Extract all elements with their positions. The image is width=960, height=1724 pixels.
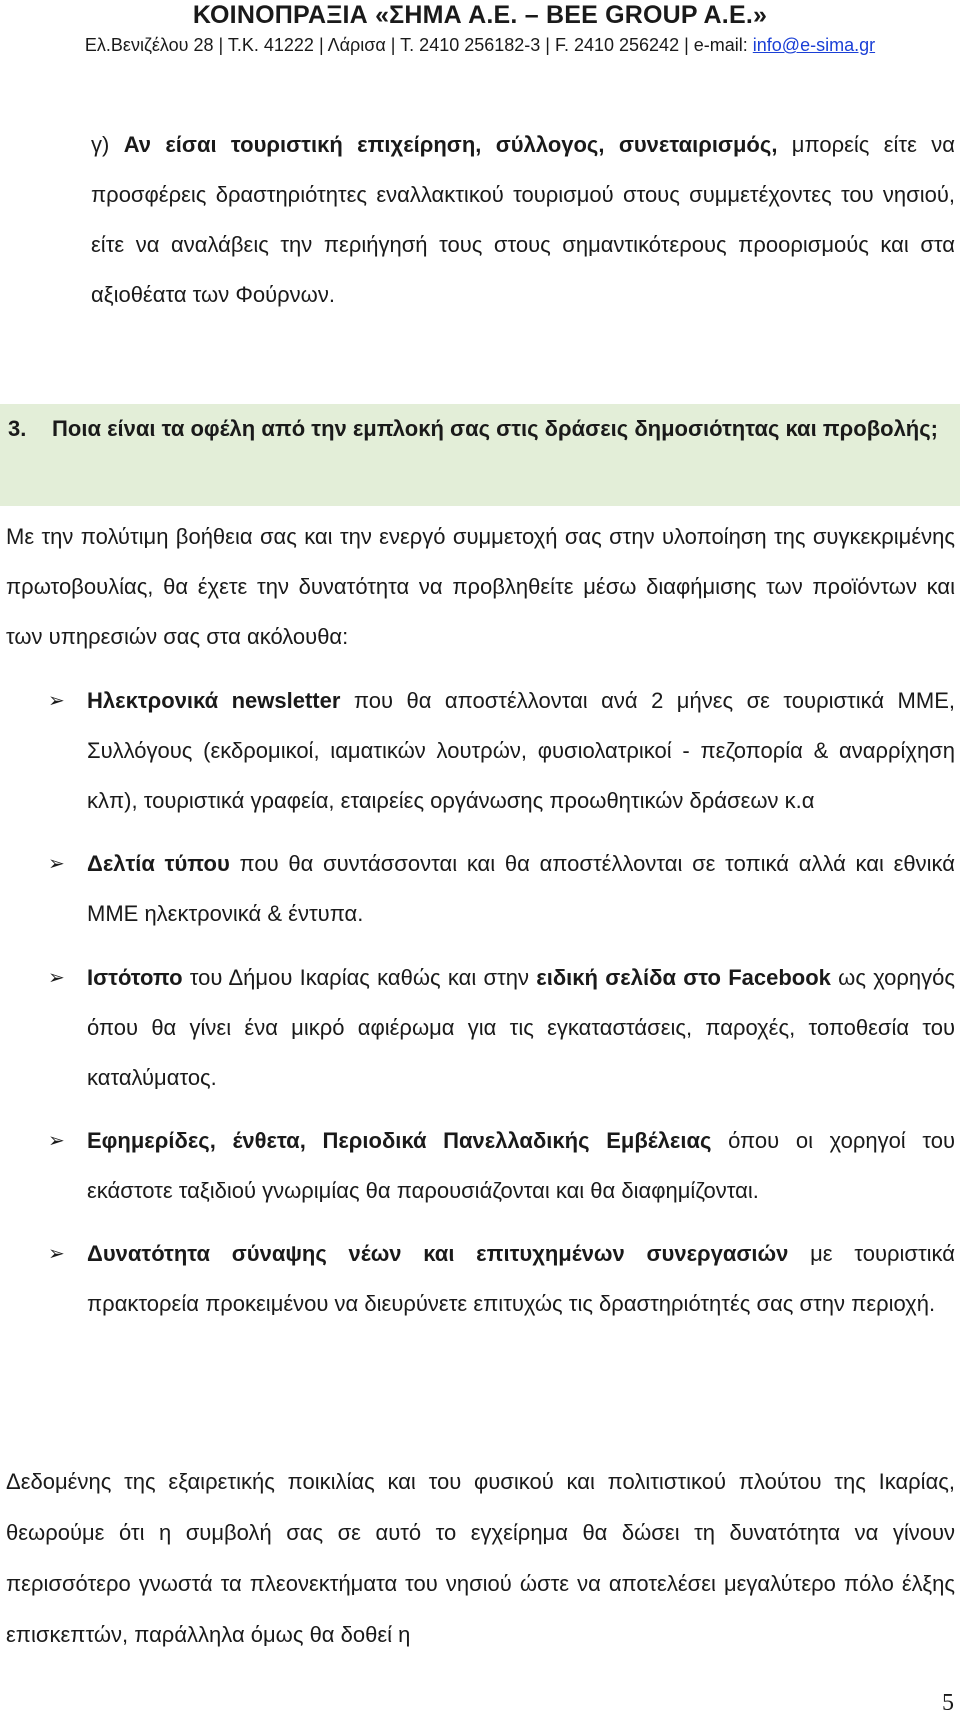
list-item-bold-2: ειδική σελίδα στο Facebook bbox=[536, 965, 831, 990]
list-item-bold: Εφημερίδες, ένθετα, Περιοδικά Πανελλαδικής Εμβέλειας bbox=[87, 1128, 712, 1153]
list-item bbox=[0, 839, 960, 939]
list-item-rest: με τουριστικά πρακτορεία προκειμένου να διευρύνετε επιτυχώς τις δραστηριότητές σας στην περιοχή. bbox=[87, 1241, 955, 1316]
company-name: ΚΟΙΝΟΠΡΑΞΙΑ «ΣΗΜΑ Α.Ε. – ΒΕΕ GROUP A.E.» bbox=[192, 1, 768, 29]
intro-paragraph: Με την πολύτιμη βοήθεια σας και την ενεργό συμμετοχή σας στην υλοποίηση της συγκεκριμένης πρωτοβουλίας, θα έχετε την δυνατότητα να προβληθείτε μέσω διαφήμισης των προϊόντων και των υπηρεσιών σας στα ακόλουθα: bbox=[6, 524, 955, 649]
paragraph-g-bold: Αν είσαι τουριστική επιχείρηση, σύλλογος, συνεταιρισμός, bbox=[123, 132, 778, 157]
arrow-bullet-icon: ➢ bbox=[48, 853, 65, 875]
list-item-bold: Δυνατότητα σύναψης νέων και επιτυχημένων συνεργασιών bbox=[87, 1241, 789, 1266]
benefits-list bbox=[0, 676, 960, 1329]
letterhead bbox=[0, 0, 960, 58]
list-item-bold: Δελτία τύπου bbox=[87, 851, 230, 876]
arrow-bullet-icon: ➢ bbox=[48, 967, 65, 989]
list-item-text bbox=[87, 1116, 955, 1216]
list-item bbox=[0, 1229, 960, 1329]
paragraph-g bbox=[91, 120, 955, 320]
arrow-bullet-icon: ➢ bbox=[48, 1130, 65, 1152]
list-item bbox=[0, 953, 960, 1103]
list-item-text bbox=[87, 1229, 955, 1329]
list-item-rest: ως χορηγός όπου θα γίνει ένα μικρό αφιέρωμα για τις εγκαταστάσεις, παροχές, τοποθεσία του καταλύματος. bbox=[87, 965, 955, 1090]
list-item-text bbox=[87, 839, 955, 939]
list-item-bold: Ιστότοπο bbox=[87, 965, 183, 990]
list-item-rest: που θα συντάσσονται και θα αποστέλλονται σε τοπικά αλλά και εθνικά ΜΜΕ ηλεκτρονικά & έντυπα. bbox=[87, 851, 955, 926]
list-item-mid: του Δήμου Ικαρίας καθώς και στην bbox=[182, 965, 537, 990]
section-number: 3. bbox=[8, 416, 27, 441]
list-item-bold: Ηλεκτρονικά newsletter bbox=[87, 688, 341, 713]
list-item-text bbox=[87, 953, 955, 1103]
list-item-text bbox=[87, 676, 955, 826]
list-item-rest: όπου οι χορηγοί του εκάστοτε ταξιδιού γνωριμίας θα παρουσιάζονται και θα διαφημίζονται. bbox=[87, 1128, 956, 1203]
list-item-rest: που θα αποστέλλονται ανά 2 μήνες σε τουριστικά ΜΜΕ, Συλλόγους (εκδρομικοί, ιαματικών λουτρών, φυσιολατρικοί - πεζοπορία & αναρρίχηση κλπ), τουριστικά γραφεία, εταιρείες οργάνωσης προωθητικών δράσεων κ.α bbox=[87, 688, 955, 813]
arrow-bullet-icon: ➢ bbox=[48, 690, 65, 712]
paragraph-g-prefix: γ) bbox=[91, 132, 124, 157]
arrow-bullet-icon: ➢ bbox=[48, 1243, 65, 1265]
contact-line bbox=[0, 32, 960, 58]
page-number: 5 bbox=[942, 1690, 954, 1716]
contact-details: Ελ.Βενιζέλου 28 | Τ.Κ. 41222 | Λάρισα | Τ. 2410 256182-3 | F. 2410 256242 | e-mail: bbox=[84, 35, 753, 55]
closing-paragraph: Δεδομένης της εξαιρετικής ποικιλίας και του φυσικού και πολιτιστικού πλούτου της Ικαρίας, θεωρούμε ότι η συμβολή σας σε αυτό το εγχείρημα θα δώσει τη δυνατότητα να γίνουν περισσότερο γνωστά τα πλεονεκτήματα του νησιού ώστε να αποτελέσει μεγαλύτερο πόλο έλξης επισκεπτών, παράλληλα όμως θα δοθεί η bbox=[6, 1469, 955, 1647]
list-item bbox=[0, 676, 960, 826]
paragraph-g-text: μπορείς είτε να προσφέρεις δραστηριότητες εναλλακτικού τουρισμού στους συμμετέχοντες του νησιού, είτε να αναλάβεις την περιήγησή τους στους σημαντικότερους προορισμούς και στα αξιοθέατα των Φούρνων. bbox=[91, 132, 955, 307]
section-heading: Ποια είναι τα οφέλη από την εμπλοκή σας στις δράσεις δημοσιότητας και προβολής; bbox=[52, 416, 939, 441]
email-link[interactable]: info@e-sima.gr bbox=[752, 35, 876, 55]
list-item bbox=[0, 1116, 960, 1216]
